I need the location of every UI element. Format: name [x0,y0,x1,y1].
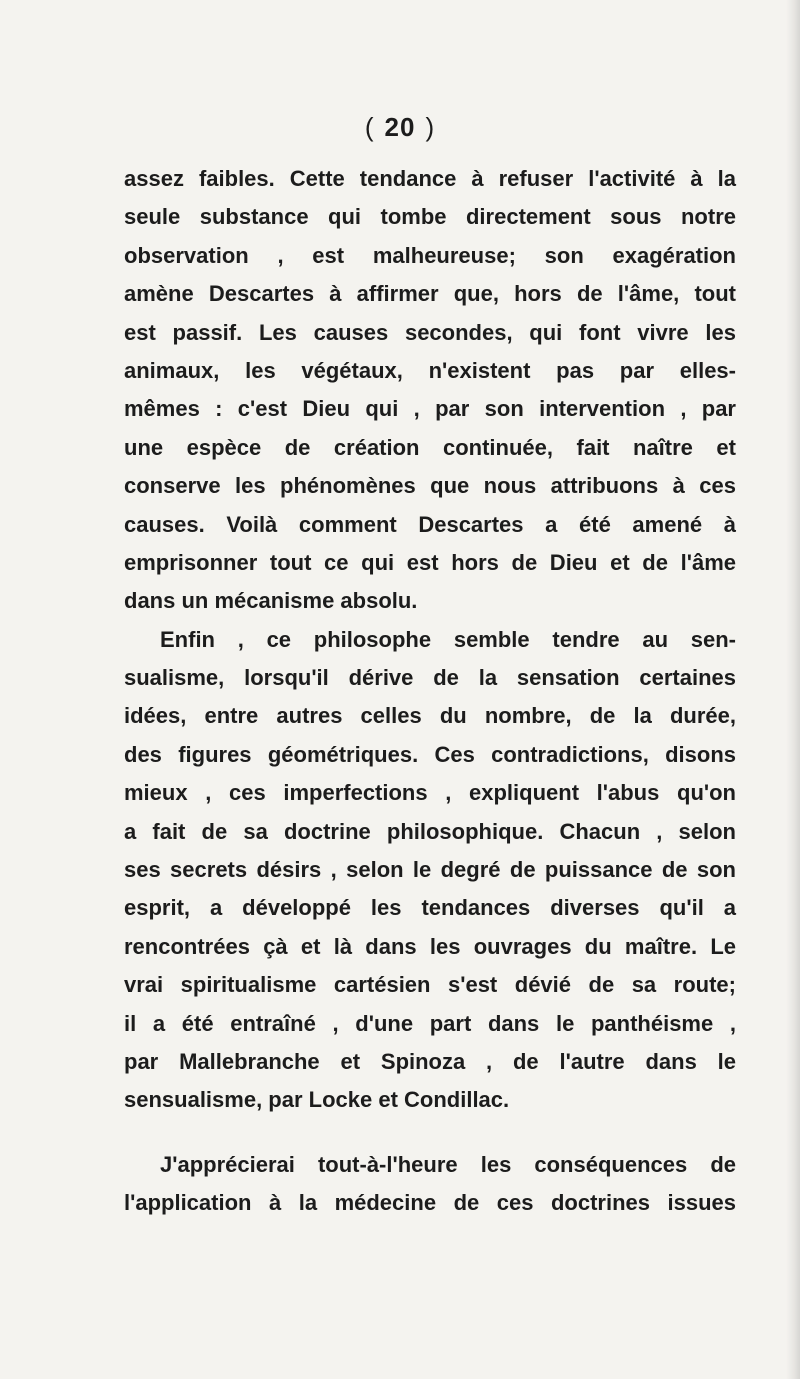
page-number [0,112,800,143]
page-number-value: 20 [384,112,416,142]
text-line: idées, entre autres celles du nombre, de la durée, [124,703,736,729]
text-line: a fait de sa doctrine philosophique. Chacun , selon [124,818,736,844]
text-line: rencontrées çà et là dans les ouvrages du maître. Le [124,933,736,959]
text-line: mêmes : c'est Dieu qui , par son intervention , par [124,396,736,422]
text-line: amène Descartes à affirmer que, hors de l'âme, tout [124,281,736,307]
paragraph-1 [124,160,736,621]
paragraph-2 [124,621,736,1120]
text-line: par Mallebranche et Spinoza , de l'autre dans le [124,1048,736,1074]
paragraph-spacer [124,1120,736,1146]
text-line: sualisme, lorsqu'il dérive de la sensation certaines [124,665,736,691]
paragraph-3 [124,1146,736,1223]
body-text [124,160,736,1223]
text-line: J'apprécierai tout-à-l'heure les conséquences de [160,1151,736,1177]
text-line: sensualisme, par Locke et Condillac. [124,1087,510,1113]
page-number-close-paren: ) [425,112,436,142]
text-line: une espèce de création continuée, fait naître et [124,434,736,460]
text-line: l'application à la médecine de ces doctrines issues [124,1190,736,1216]
text-line: seule substance qui tombe directement sous notre [124,204,736,230]
text-line: il a été entraîné , d'une part dans le panthéisme , [124,1010,736,1036]
text-line: observation , est malheureuse; son exagération [124,242,736,268]
text-line: conserve les phénomènes que nous attribuons à ces [124,473,736,499]
text-line: causes. Voilà comment Descartes a été amené à [124,511,736,537]
text-line: ses secrets désirs , selon le degré de puissance de son [124,857,736,883]
text-line: animaux, les végétaux, n'existent pas par elles- [124,357,736,383]
page-edge-shadow [786,0,800,1379]
text-line: dans un mécanisme absolu. [124,588,418,614]
text-line: Enfin , ce philosophe semble tendre au sen- [160,626,736,652]
text-line: emprisonner tout ce qui est hors de Dieu et de l'âme [124,549,736,575]
text-line: esprit, a développé les tendances diverses qu'il a [124,895,736,921]
page-number-open-paren: ( [364,112,375,142]
text-line: des figures géométriques. Ces contradictions, disons [124,741,736,767]
text-line: vrai spiritualisme cartésien s'est dévié de sa route; [124,972,736,998]
text-line: est passif. Les causes secondes, qui font vivre les [124,319,736,345]
text-line: assez faibles. Cette tendance à refuser l'activité à la [124,166,736,191]
text-line: mieux , ces imperfections , expliquent l'abus qu'on [124,780,736,806]
